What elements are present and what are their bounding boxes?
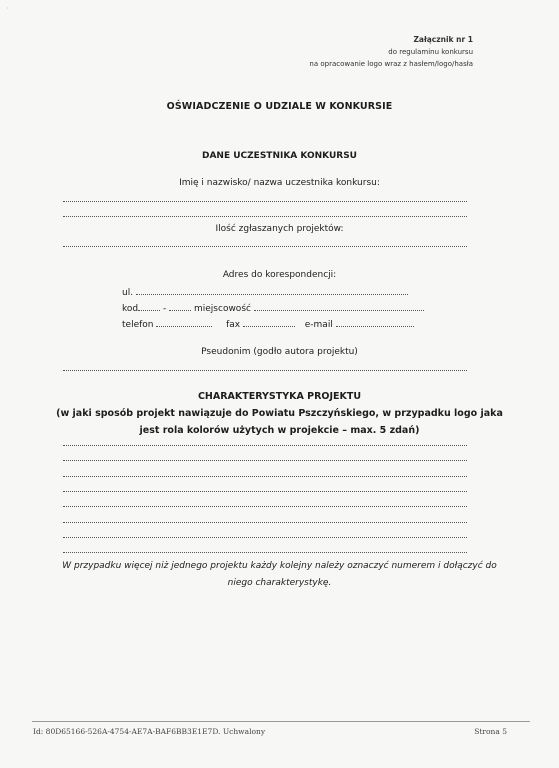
street-row xyxy=(122,286,408,298)
postal-prefix: kod xyxy=(122,304,139,314)
postal-code-part-2[interactable] xyxy=(169,302,191,311)
city-label: miejscowość xyxy=(194,304,251,314)
annex-header xyxy=(309,34,473,70)
page-title: OŚWIADCZENIE O UDZIALE W KONKURSIE xyxy=(166,101,393,112)
annex-title: Załącznik nr 1 xyxy=(413,35,473,44)
scan-mark: · xyxy=(6,4,9,13)
postal-city-row xyxy=(122,302,424,314)
annex-line-3: na opracowanie logo wraz z hasłem/logo/hasła xyxy=(309,60,473,68)
phone-field[interactable] xyxy=(156,318,212,327)
section-participant-title: DANE UCZESTNIKA KONKURSU xyxy=(201,151,357,161)
section-characteristics-title xyxy=(0,388,559,439)
footer-divider xyxy=(32,721,530,722)
phone-label: telefon xyxy=(122,320,154,330)
characteristics-line-1[interactable] xyxy=(63,445,467,446)
street-prefix: ul. xyxy=(122,288,134,298)
postal-dash: - xyxy=(163,304,167,314)
projects-count-line[interactable] xyxy=(63,246,467,247)
name-line-2[interactable] xyxy=(63,216,467,217)
fax-label: fax xyxy=(226,320,241,330)
fax-field[interactable] xyxy=(243,318,295,327)
city-field[interactable] xyxy=(254,302,424,311)
characteristics-title-line-3: jest rola kolorów użytych w projekcie – max. 5 zdań) xyxy=(139,425,420,436)
page-number: Strona 5 xyxy=(474,727,507,736)
address-label: Adres do korespondencji: xyxy=(222,270,337,280)
name-label: Imię i nazwisko/ nazwa uczestnika konkursu: xyxy=(179,178,380,188)
characteristics-line-8[interactable] xyxy=(63,552,467,553)
contact-row xyxy=(122,318,414,330)
characteristics-line-7[interactable] xyxy=(63,537,467,538)
characteristics-title-line-2: (w jaki sposób projekt nawiązuje do Powiatu Pszczyńskiego, w przypadku logo jaka xyxy=(56,408,503,419)
document-id: Id: 80D65166-526A-4754-AE7A-BAF6BB3E1E7D. Uchwalony xyxy=(33,727,266,736)
pseudonym-label: Pseudonim (godło autora projektu) xyxy=(201,347,358,357)
email-label: e-mail xyxy=(304,320,333,330)
characteristics-line-5[interactable] xyxy=(63,506,467,507)
postal-code-part-1[interactable] xyxy=(138,302,160,311)
characteristics-title-line-1: CHARAKTERYSTYKA PROJEKTU xyxy=(197,391,362,402)
characteristics-line-4[interactable] xyxy=(63,491,467,492)
pseudonym-line[interactable] xyxy=(63,370,467,371)
street-field[interactable] xyxy=(136,286,408,295)
characteristics-line-3[interactable] xyxy=(63,476,467,477)
email-field[interactable] xyxy=(336,318,414,327)
characteristics-line-6[interactable] xyxy=(63,522,467,523)
projects-count-label: Ilość zgłaszanych projektów: xyxy=(215,224,344,234)
note-line-2: niego charakterystykę. xyxy=(227,578,332,588)
name-line-1[interactable] xyxy=(63,201,467,202)
characteristics-line-2[interactable] xyxy=(63,460,467,461)
note-line-1: W przypadku więcej niż jednego projektu każdy kolejny należy oznaczyć numerem i dołączyć do xyxy=(62,561,497,571)
annex-line-2: do regulaminu konkursu xyxy=(388,48,473,56)
multiple-projects-note xyxy=(0,558,559,592)
